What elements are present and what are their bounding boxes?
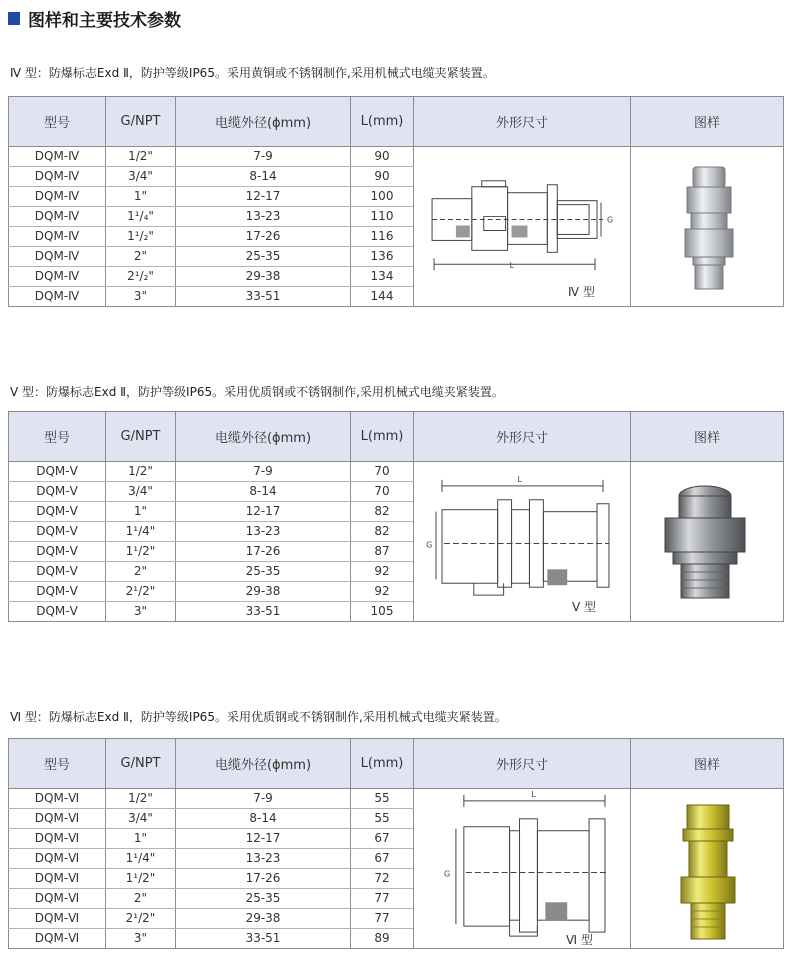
table-header-row (9, 412, 784, 462)
cell-model: DQM-Ⅳ (9, 187, 106, 207)
cable-gland-iv-photo (679, 165, 739, 295)
type-label: Ⅳ 型 (568, 285, 595, 299)
cell-thread: 2" (106, 562, 176, 582)
drawing-label-l: L (517, 474, 522, 484)
cell-model: DQM-Ⅳ (9, 147, 106, 167)
cell-thread: 3" (106, 602, 176, 622)
cell-cable-od: 12-17 (176, 502, 351, 522)
cell-thread: 1¹/2" (106, 869, 176, 889)
drawing-label-g: G (443, 869, 451, 879)
section-type-vi (8, 708, 783, 958)
cell-length: 67 (351, 829, 414, 849)
cell-length: 89 (351, 929, 414, 949)
dimension-drawing-cell (414, 462, 631, 622)
column-header-cable-od: 电缆外径(ɸmm) (176, 97, 351, 147)
column-header-length: L(mm) (351, 412, 414, 462)
cell-cable-od: 25-35 (176, 247, 351, 267)
column-header-thread: G/NPT (106, 739, 176, 789)
cell-cable-od: 13-23 (176, 849, 351, 869)
cell-model: DQM-Ⅳ (9, 287, 106, 307)
cell-cable-od: 29-38 (176, 582, 351, 602)
cell-length: 105 (351, 602, 414, 622)
cell-model: DQM-Ⅴ (9, 542, 106, 562)
cell-model: DQM-Ⅵ (9, 789, 106, 809)
cell-thread: 1¹/₄" (106, 207, 176, 227)
cell-thread: 1¹/4" (106, 849, 176, 869)
cell-model: DQM-Ⅵ (9, 809, 106, 829)
cell-length: 92 (351, 562, 414, 582)
column-header-dimensions: 外形尺寸 (414, 739, 631, 789)
cell-length: 77 (351, 889, 414, 909)
cell-model: DQM-Ⅵ (9, 869, 106, 889)
column-header-model: 型号 (9, 97, 106, 147)
drawing-label-l: L (531, 789, 536, 799)
column-header-thread: G/NPT (106, 412, 176, 462)
dimension-drawing-cell (414, 147, 631, 307)
cell-cable-od: 7-9 (176, 462, 351, 482)
cell-thread: 3/4" (106, 809, 176, 829)
cell-thread: 1" (106, 187, 176, 207)
section-description: Ⅵ 型：防爆标志Exd Ⅱ，防护等级IP65。采用优质钢或不锈钢制作,采用机械式电缆夹紧装置。 (10, 710, 507, 724)
cell-thread: 2" (106, 889, 176, 909)
cell-length: 55 (351, 789, 414, 809)
cable-gland-vi-photo (677, 803, 739, 943)
cell-length: 82 (351, 522, 414, 542)
column-header-dimensions: 外形尺寸 (414, 97, 631, 147)
cell-thread: 1¹/4" (106, 522, 176, 542)
cell-cable-od: 13-23 (176, 522, 351, 542)
table-row (9, 789, 784, 809)
cell-thread: 1" (106, 502, 176, 522)
cell-cable-od: 17-26 (176, 869, 351, 889)
cell-cable-od: 8-14 (176, 482, 351, 502)
cell-model: DQM-Ⅴ (9, 482, 106, 502)
cell-thread: 2" (106, 247, 176, 267)
cell-cable-od: 8-14 (176, 167, 351, 187)
cell-model: DQM-Ⅴ (9, 602, 106, 622)
cable-gland-vi-drawing (414, 789, 630, 948)
cell-thread: 1/2" (106, 147, 176, 167)
type-label: Ⅴ 型 (572, 600, 597, 614)
cell-cable-od: 29-38 (176, 267, 351, 287)
cell-thread: 1/2" (106, 462, 176, 482)
cell-thread: 1¹/₂" (106, 227, 176, 247)
cell-cable-od: 33-51 (176, 287, 351, 307)
cell-cable-od: 7-9 (176, 147, 351, 167)
cell-cable-od: 8-14 (176, 809, 351, 829)
cell-length: 134 (351, 267, 414, 287)
cell-model: DQM-Ⅵ (9, 929, 106, 949)
column-header-picture: 图样 (631, 412, 784, 462)
photo-cell (631, 147, 784, 307)
cell-length: 77 (351, 909, 414, 929)
cell-cable-od: 33-51 (176, 929, 351, 949)
cell-cable-od: 12-17 (176, 187, 351, 207)
section-marker (8, 12, 20, 25)
cable-gland-v-photo (659, 484, 751, 604)
table-header-row (9, 739, 784, 789)
drawing-label-l: L (509, 261, 515, 271)
cell-cable-od: 17-26 (176, 227, 351, 247)
spec-table (8, 738, 784, 949)
section-type-v (8, 383, 783, 633)
cell-model: DQM-Ⅳ (9, 247, 106, 267)
cell-thread: 2¹/2" (106, 909, 176, 929)
cell-model: DQM-Ⅴ (9, 562, 106, 582)
cell-thread: 2¹/2" (106, 582, 176, 602)
cell-model: DQM-Ⅵ (9, 849, 106, 869)
column-header-model: 型号 (9, 412, 106, 462)
cell-model: DQM-Ⅳ (9, 267, 106, 287)
table-row (9, 462, 784, 482)
spec-table (8, 96, 784, 307)
cable-gland-iv-drawing (414, 147, 630, 306)
cell-thread: 3/4" (106, 167, 176, 187)
column-header-length: L(mm) (351, 739, 414, 789)
dimension-drawing (414, 789, 630, 948)
cell-model: DQM-Ⅴ (9, 502, 106, 522)
table-row (9, 147, 784, 167)
cell-length: 100 (351, 187, 414, 207)
cell-model: DQM-Ⅳ (9, 227, 106, 247)
cell-length: 136 (351, 247, 414, 267)
cell-cable-od: 33-51 (176, 602, 351, 622)
cell-length: 82 (351, 502, 414, 522)
cell-length: 70 (351, 462, 414, 482)
column-header-cable-od: 电缆外径(ɸmm) (176, 412, 351, 462)
section-description: Ⅳ 型：防爆标志Exd Ⅱ，防护等级IP65。采用黄铜或不锈钢制作,采用机械式电缆夹紧装置。 (10, 66, 495, 80)
photo-cell (631, 462, 784, 622)
cell-length: 110 (351, 207, 414, 227)
dimension-drawing-cell (414, 789, 631, 949)
cell-length: 87 (351, 542, 414, 562)
page-header (8, 6, 181, 30)
cell-thread: 1/2" (106, 789, 176, 809)
cell-thread: 1" (106, 829, 176, 849)
cell-thread: 2¹/₂" (106, 267, 176, 287)
cell-cable-od: 13-23 (176, 207, 351, 227)
cell-model: DQM-Ⅳ (9, 207, 106, 227)
section-description: Ⅴ 型：防爆标志Exd Ⅱ，防护等级IP65。采用优质钢或不锈钢制作,采用机械式电缆夹紧装置。 (10, 385, 504, 399)
cell-cable-od: 17-26 (176, 542, 351, 562)
cell-length: 92 (351, 582, 414, 602)
cell-model: DQM-Ⅵ (9, 829, 106, 849)
cell-model: DQM-Ⅴ (9, 582, 106, 602)
drawing-label-g: G (426, 540, 433, 550)
cell-model: DQM-Ⅳ (9, 167, 106, 187)
cell-length: 144 (351, 287, 414, 307)
cell-cable-od: 29-38 (176, 909, 351, 929)
spec-table (8, 411, 784, 622)
cell-thread: 1¹/2" (106, 542, 176, 562)
cell-length: 70 (351, 482, 414, 502)
cell-length: 72 (351, 869, 414, 889)
dimension-drawing (414, 462, 630, 621)
column-header-picture: 图样 (631, 739, 784, 789)
cell-thread: 3/4" (106, 482, 176, 502)
column-header-model: 型号 (9, 739, 106, 789)
cell-model: DQM-Ⅴ (9, 462, 106, 482)
cell-cable-od: 12-17 (176, 829, 351, 849)
cell-model: DQM-Ⅵ (9, 909, 106, 929)
cell-cable-od: 25-35 (176, 562, 351, 582)
cell-length: 90 (351, 147, 414, 167)
drawing-label-g: G (606, 215, 614, 225)
page-title: 图样和主要技术参数 (28, 10, 181, 31)
type-label: Ⅵ 型 (566, 933, 593, 947)
cell-length: 67 (351, 849, 414, 869)
cell-length: 55 (351, 809, 414, 829)
column-header-picture: 图样 (631, 97, 784, 147)
column-header-thread: G/NPT (106, 97, 176, 147)
cell-model: DQM-Ⅴ (9, 522, 106, 542)
photo-cell (631, 789, 784, 949)
cable-gland-v-drawing (414, 462, 630, 621)
dimension-drawing (414, 147, 630, 306)
cell-cable-od: 7-9 (176, 789, 351, 809)
cell-thread: 3" (106, 929, 176, 949)
cell-cable-od: 25-35 (176, 889, 351, 909)
column-header-length: L(mm) (351, 97, 414, 147)
cell-model: DQM-Ⅵ (9, 889, 106, 909)
column-header-cable-od: 电缆外径(ɸmm) (176, 739, 351, 789)
cell-length: 90 (351, 167, 414, 187)
cell-length: 116 (351, 227, 414, 247)
cell-thread: 3" (106, 287, 176, 307)
table-header-row (9, 97, 784, 147)
column-header-dimensions: 外形尺寸 (414, 412, 631, 462)
section-type-iv (8, 64, 783, 314)
